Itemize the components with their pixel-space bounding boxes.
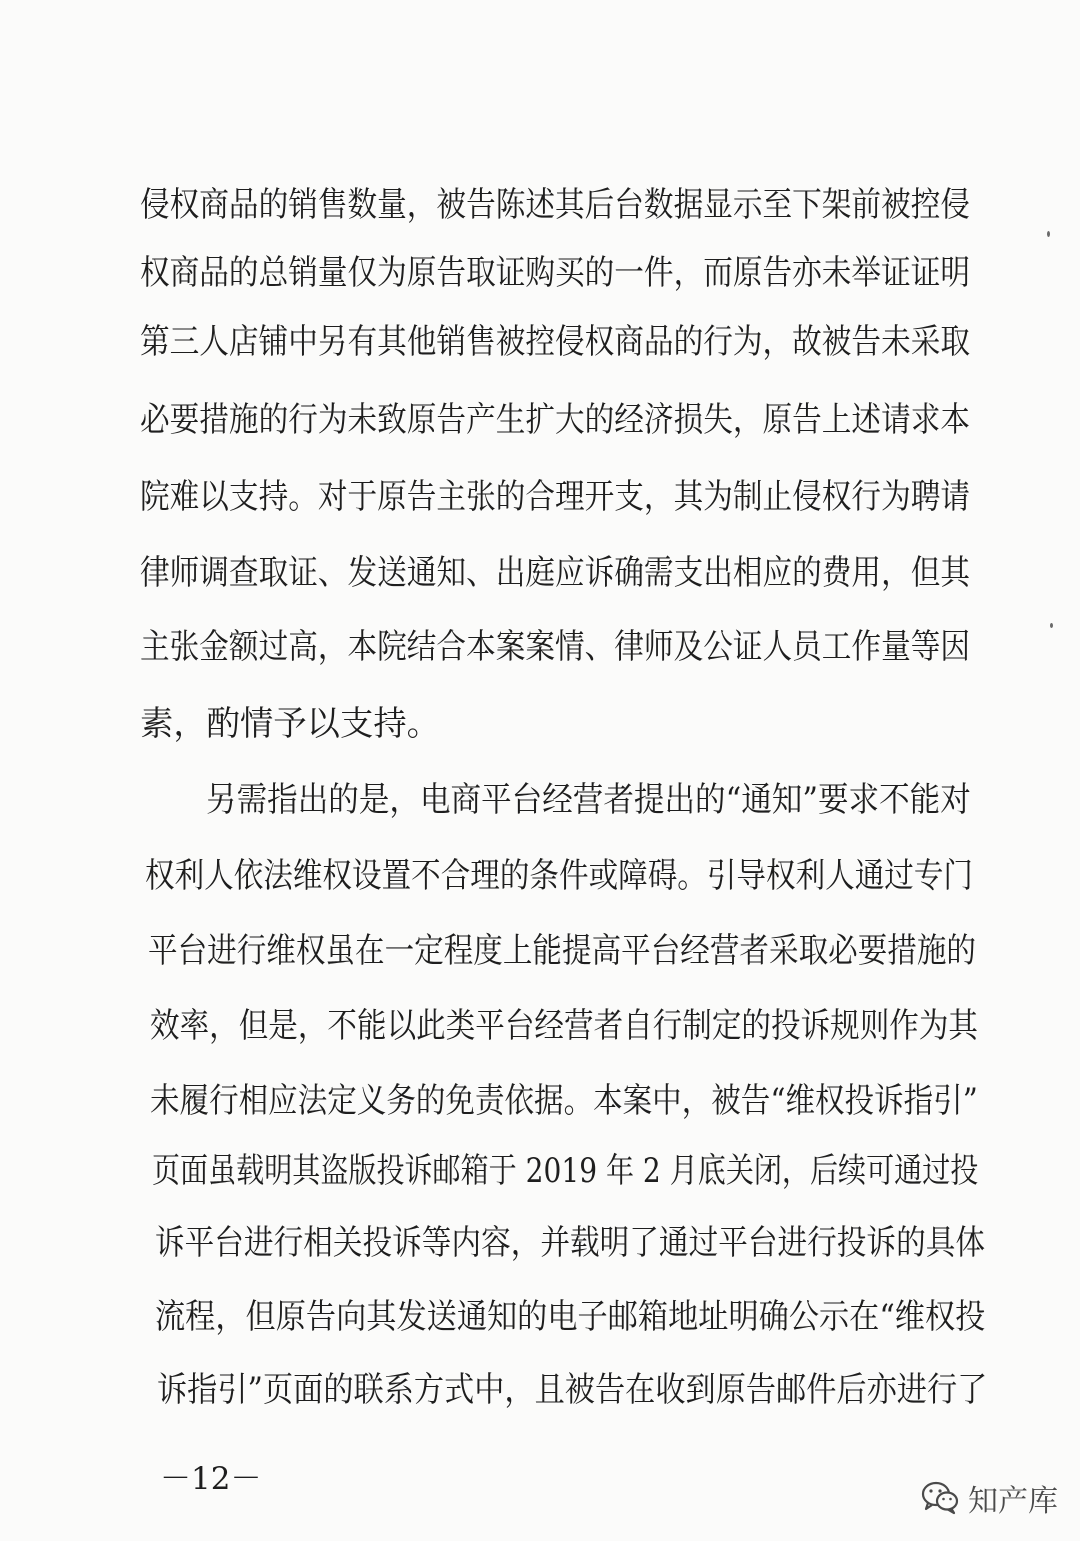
scan-speck (1047, 231, 1050, 237)
body-line: 第三人店铺中另有其他销售被控侵权商品的行为，故被告未采取 (140, 322, 970, 362)
watermark-text: 知产库 (968, 1484, 1058, 1519)
body-line: 效率，但是，不能以此类平台经营者自行制定的投诉规则作为其 (150, 1006, 978, 1046)
body-line: 主张金额过高，本院结合本案案情、律师及公证人员工作量等因 (140, 627, 970, 667)
body-line: 诉平台进行相关投诉等内容，并载明了通过平台进行投诉的具体 (155, 1223, 985, 1263)
body-line: 诉指引”页面的联系方式中，且被告在收到原告邮件后亦进行了 (157, 1370, 988, 1410)
page-number: －12－ (160, 1461, 262, 1497)
body-line: 院难以支持。对于原告主张的合理开支，其为制止侵权行为聘请 (140, 477, 970, 517)
body-line: 侵权商品的销售数量，被告陈述其后台数据显示至下架前被控侵 (140, 185, 970, 225)
body-line: 素，酌情予以支持。 (140, 704, 440, 744)
wechat-icon (920, 1480, 960, 1516)
body-line: 权利人依法维权设置不合理的条件或障碍。引导权利人通过专门 (145, 856, 973, 896)
body-line: 权商品的总销量仅为原告取证购买的一件，而原告亦未举证证明 (140, 253, 970, 293)
scan-speck (1050, 623, 1053, 628)
body-line: 律师调查取证、发送通知、出庭应诉确需支出相应的费用，但其 (140, 553, 970, 593)
body-line: 未履行相应法定义务的免责依据。本案中，被告“维权投诉指引” (150, 1081, 978, 1121)
body-line: 必要措施的行为未致原告产生扩大的经济损失，原告上述请求本 (140, 400, 970, 440)
body-line: 平台进行维权虽在一定程度上能提高平台经营者采取必要措施的 (148, 931, 976, 971)
body-line: 页面虽载明其盗版投诉邮箱于 2019 年 2 月底关闭，后续可通过投 (152, 1151, 979, 1191)
body-line: 另需指出的是，电商平台经营者提出的“通知”要求不能对 (206, 780, 971, 820)
body-line: 流程，但原告向其发送通知的电子邮箱地址明确公示在“维权投 (155, 1297, 986, 1337)
watermark (920, 1478, 1058, 1518)
